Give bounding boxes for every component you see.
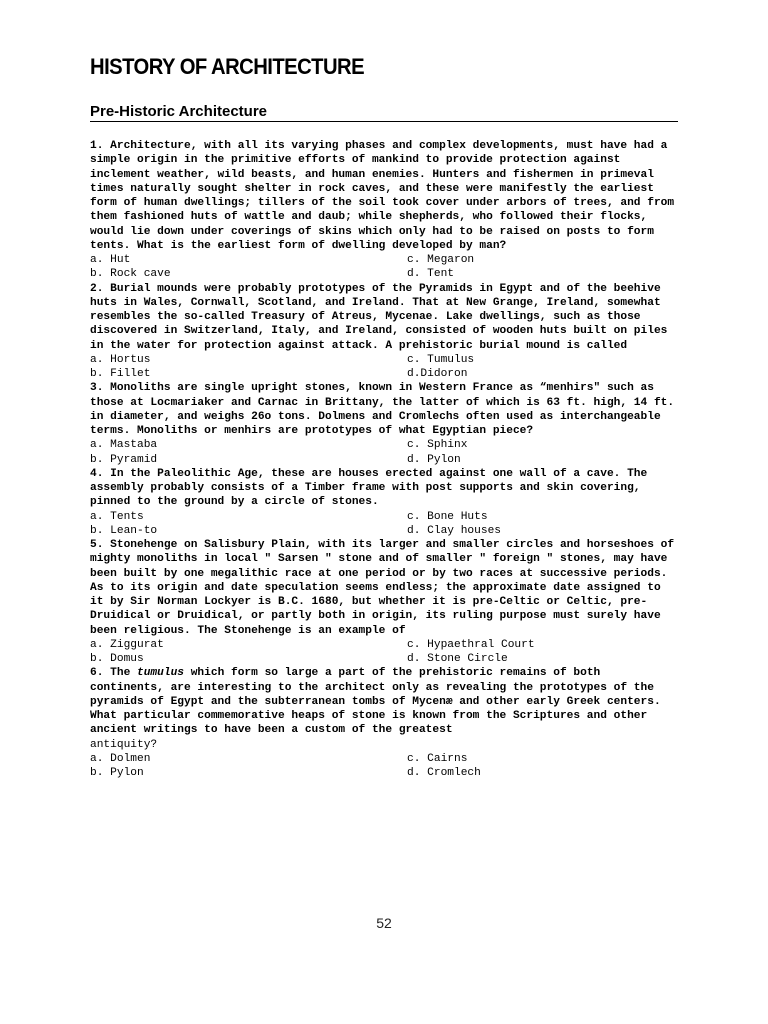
choice-c: c. Sphinx — [407, 439, 468, 452]
question-1 — [90, 139, 678, 282]
choice-c: c. Megaron — [407, 254, 475, 266]
document-page — [90, 52, 678, 779]
question-text-start: 6. The — [90, 667, 137, 680]
question-6 — [90, 666, 678, 780]
choice-b: b. Pylon — [90, 767, 144, 779]
question-4 — [90, 467, 678, 538]
question-5 — [90, 538, 678, 666]
question-list — [90, 139, 678, 780]
question-text — [90, 666, 678, 752]
question-3 — [90, 381, 678, 467]
choice-b: b. Pyramid — [90, 453, 158, 466]
choice-d: d.Didoron — [407, 368, 468, 380]
question-text: 5. Stonehenge on Salisbury Plain, with its larger and smaller circles and horseshoes of mighty monoliths in local " Sarsen " stone and of smaller " foreign " stones, may have been built by one megalithic race at one period or by two races at successive periods. As to its origin and date speculation seems endless; the approximate date assigned to it by Sir Norman Lockyer is B.C. 1680, but whether it is pre-Celtic or Celtic, pre-Druidical or Druidical, or partly both in origin, its ruling purpose must surely have been religious. The Stonehenge is an example of — [90, 539, 675, 637]
choice-d: d. Tent — [407, 268, 454, 281]
question-text: 2. Burial mounds were probably prototypes of the Pyramids in Egypt and of the beehive huts in Wales, Cornwall, Scotland, and Ireland. That at New Grange, Ireland, somewhat resembles the so-called Treasury of Atreus, Mycenae. Lake dwellings, such as those discovered in Switzerland, Italy, and Ireland, consisted of wooden huts built on piles in the water for protection against attack. A prehistoric burial mound is called — [90, 282, 668, 352]
answer-choices — [90, 253, 678, 282]
section-title: Pre-Historic Architecture — [90, 102, 678, 122]
question-2 — [90, 282, 678, 382]
choice-a: a. Dolmen — [90, 752, 151, 765]
choice-b: b. Domus — [90, 653, 144, 665]
question-text: 3. Monoliths are single upright stones, known in Western France as “menhirs" such as those at Locmariaker and Carnac in Brittany, the latter of which is 63 ft. high, 14 ft. in diameter, and weighs 26o tons. Dolmens and Cromlechs often used as interchangeable terms. Monoliths or menhirs are prototypes of what Egyptian piece? — [90, 382, 675, 437]
document-title: HISTORY OF ARCHITECTURE — [90, 54, 365, 79]
choice-b: b. Rock cave — [90, 268, 171, 281]
choice-d: d. Clay houses — [407, 524, 501, 537]
question-text: 4. In the Paleolithic Age, these are houses erected against one wall of a cave. The assembly probably consists of a Timber frame with post supports and skin covering, pinned to the ground by a circle of stones. — [90, 467, 648, 509]
answer-choices — [90, 510, 678, 539]
choice-d: d. Pylon — [407, 453, 461, 466]
choice-c: c. Hypaethral Court — [407, 638, 535, 651]
page-number: 52 — [376, 915, 392, 931]
choice-c: c. Cairns — [407, 752, 468, 765]
choice-a: a. Ziggurat — [90, 638, 164, 651]
choice-a: a. Tents — [90, 510, 144, 523]
choice-a: a. Hut — [90, 254, 131, 266]
choice-a: a. Hortus — [90, 353, 151, 366]
question-text-body: which form so large a part of the prehistoric remains of both continents, are interesting to the architect only as revealing the prototypes of the pyramids of Egypt and the subterranean tombs of Mycenæ and other early Greek centers. What particular commemorative heaps of stone is known from the Scriptures and other ancient writings to have been a custom of the greatest — [90, 667, 661, 737]
choice-c: c. Tumulus — [407, 353, 475, 366]
question-text: 1. Architecture, with all its varying phases and complex developments, must have had a simple origin in the primitive efforts of mankind to provide protection against inclement weather, wild beasts, and human enemies. Hunters and fishermen in primeval times naturally sought shelter in rock caves, and these were manifestly the earliest form of human dwellings; tillers of the soil took cover under arbors of trees, and from them fashioned huts of wattle and daub; while shepherds, who followed their flocks, would lie down under coverings of skins which only had to be raised on posts to form tents. What is the earliest form of dwelling developed by man? — [90, 140, 675, 252]
answer-choices — [90, 638, 678, 667]
question-text-emphasis: tumulus — [137, 667, 184, 680]
answer-choices — [90, 353, 678, 382]
choice-b: b. Fillet — [90, 368, 151, 380]
answer-choices — [90, 752, 678, 781]
answer-choices — [90, 438, 678, 467]
choice-d: d. Cromlech — [407, 767, 481, 779]
choice-c: c. Bone Huts — [407, 510, 488, 523]
choice-b: b. Lean-to — [90, 524, 158, 537]
choice-a: a. Mastaba — [90, 439, 158, 452]
choice-d: d. Stone Circle — [407, 653, 508, 665]
question-text-tail: antiquity? — [90, 738, 158, 751]
